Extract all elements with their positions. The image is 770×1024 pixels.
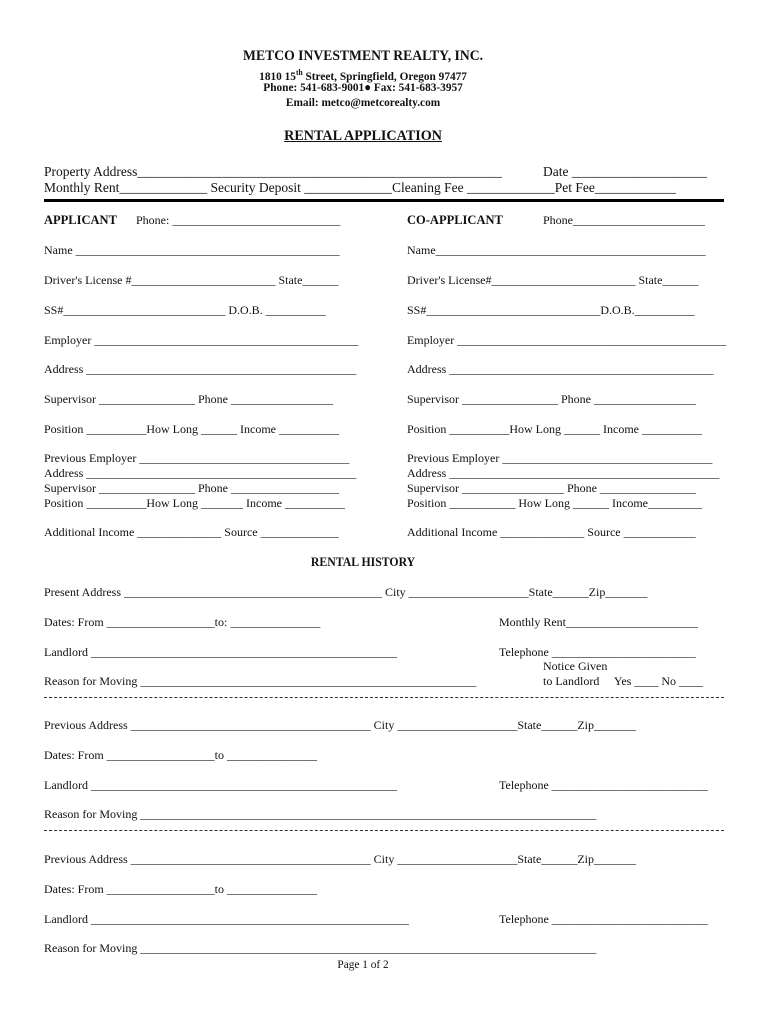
property-address-line[interactable]: Property Address______________________________________________________ bbox=[44, 164, 502, 179]
dashed-separator bbox=[44, 697, 724, 698]
company-name: METCO INVESTMENT REALTY, INC. bbox=[243, 48, 484, 64]
present-address[interactable]: Present Address ___________________________________________ City ____________________State______Zip_______ bbox=[44, 585, 648, 599]
address-superscript: th bbox=[295, 68, 303, 77]
coapplicant-ssn[interactable]: SS#_____________________________D.O.B.__________ bbox=[407, 303, 695, 317]
present-reason[interactable]: Reason for Moving ________________________________________________________ bbox=[44, 674, 477, 688]
coapplicant-heading: CO-APPLICANT bbox=[407, 213, 503, 227]
previous2-address[interactable]: Previous Address ________________________________________ City ____________________State______Zip_______ bbox=[44, 852, 636, 866]
coapplicant-prev-supervisor[interactable]: Supervisor _________________ Phone ________________ bbox=[407, 481, 696, 495]
applicant-additional-income[interactable]: Additional Income ______________ Source _____________ bbox=[44, 525, 339, 539]
applicant-ssn[interactable]: SS#___________________________ D.O.B. __________ bbox=[44, 303, 326, 317]
company-email: Email: metco@metcorealty.com bbox=[285, 95, 441, 109]
applicant-prev-address[interactable]: Address _____________________________________________ bbox=[44, 466, 357, 480]
coapplicant-phone[interactable]: Phone______________________ bbox=[543, 213, 705, 227]
address-pre: 1810 15 bbox=[259, 69, 296, 83]
previous1-telephone[interactable]: Telephone __________________________ bbox=[499, 778, 708, 792]
applicant-employer[interactable]: Employer ____________________________________________ bbox=[44, 333, 359, 347]
coapplicant-name[interactable]: Name_____________________________________________ bbox=[407, 243, 706, 257]
previous2-telephone[interactable]: Telephone __________________________ bbox=[499, 912, 708, 926]
coapplicant-license[interactable]: Driver's License#________________________ State______ bbox=[407, 273, 699, 287]
previous1-reason[interactable]: Reason for Moving ____________________________________________________________________________ bbox=[44, 807, 597, 821]
coapplicant-address[interactable]: Address ____________________________________________ bbox=[407, 362, 714, 376]
dashed-separator bbox=[44, 830, 724, 831]
applicant-prev-supervisor[interactable]: Supervisor ________________ Phone __________________ bbox=[44, 481, 339, 495]
applicant-heading: APPLICANT bbox=[44, 213, 117, 227]
coapplicant-supervisor[interactable]: Supervisor ________________ Phone _________________ bbox=[407, 392, 696, 406]
applicant-prev-employer[interactable]: Previous Employer ___________________________________ bbox=[44, 451, 350, 465]
present-telephone[interactable]: Telephone ________________________ bbox=[499, 645, 696, 659]
present-monthly-rent[interactable]: Monthly Rent______________________ bbox=[499, 615, 699, 629]
coapplicant-employer[interactable]: Employer _____________________________________________ bbox=[407, 333, 727, 347]
applicant-license[interactable]: Driver's License #________________________ State______ bbox=[44, 273, 339, 287]
coapplicant-prev-address[interactable]: Address _____________________________________________ bbox=[407, 466, 720, 480]
notice-to-landlord[interactable]: to Landlord Yes ____ No ____ bbox=[543, 674, 704, 688]
coapplicant-additional-income[interactable]: Additional Income ______________ Source ____________ bbox=[407, 525, 696, 539]
previous1-dates[interactable]: Dates: From __________________to _______________ bbox=[44, 748, 317, 762]
present-landlord[interactable]: Landlord ___________________________________________________ bbox=[44, 645, 397, 659]
applicant-address[interactable]: Address _____________________________________________ bbox=[44, 362, 357, 376]
previous2-landlord[interactable]: Landlord _____________________________________________________ bbox=[44, 912, 409, 926]
date-field[interactable]: Date ____________________ bbox=[543, 164, 707, 179]
previous1-landlord[interactable]: Landlord ___________________________________________________ bbox=[44, 778, 397, 792]
applicant-phone[interactable]: Phone: ____________________________ bbox=[136, 213, 341, 227]
fees-line[interactable]: Monthly Rent_____________ Security Deposit _____________Cleaning Fee _____________Pet Fee____________ bbox=[44, 180, 676, 195]
applicant-prev-position[interactable]: Position __________How Long _______ Income __________ bbox=[44, 496, 345, 510]
applicant-position[interactable]: Position __________How Long ______ Income __________ bbox=[44, 422, 339, 436]
coapplicant-prev-employer[interactable]: Previous Employer ___________________________________ bbox=[407, 451, 713, 465]
coapplicant-prev-position[interactable]: Position ___________ How Long ______ Income_________ bbox=[407, 496, 702, 510]
page-number: Page 1 of 2 bbox=[337, 957, 389, 971]
company-phone-fax: Phone: 541-683-9001● Fax: 541-683-3957 bbox=[263, 80, 463, 94]
previous2-reason[interactable]: Reason for Moving ____________________________________________________________________________ bbox=[44, 941, 597, 955]
applicant-name[interactable]: Name ____________________________________________ bbox=[44, 243, 340, 257]
address-post: Street, Springfield, Oregon 97477 bbox=[302, 69, 467, 83]
applicant-supervisor[interactable]: Supervisor ________________ Phone _________________ bbox=[44, 392, 333, 406]
form-title: RENTAL APPLICATION bbox=[284, 128, 442, 144]
coapplicant-position[interactable]: Position __________How Long ______ Income __________ bbox=[407, 422, 702, 436]
previous2-dates[interactable]: Dates: From __________________to _______________ bbox=[44, 882, 317, 896]
section-divider bbox=[44, 199, 724, 202]
present-dates[interactable]: Dates: From __________________to: _______________ bbox=[44, 615, 321, 629]
rental-history-heading: RENTAL HISTORY bbox=[310, 555, 416, 569]
previous1-address[interactable]: Previous Address ________________________________________ City ____________________State______Zip_______ bbox=[44, 718, 636, 732]
notice-given-label: Notice Given bbox=[543, 659, 608, 673]
